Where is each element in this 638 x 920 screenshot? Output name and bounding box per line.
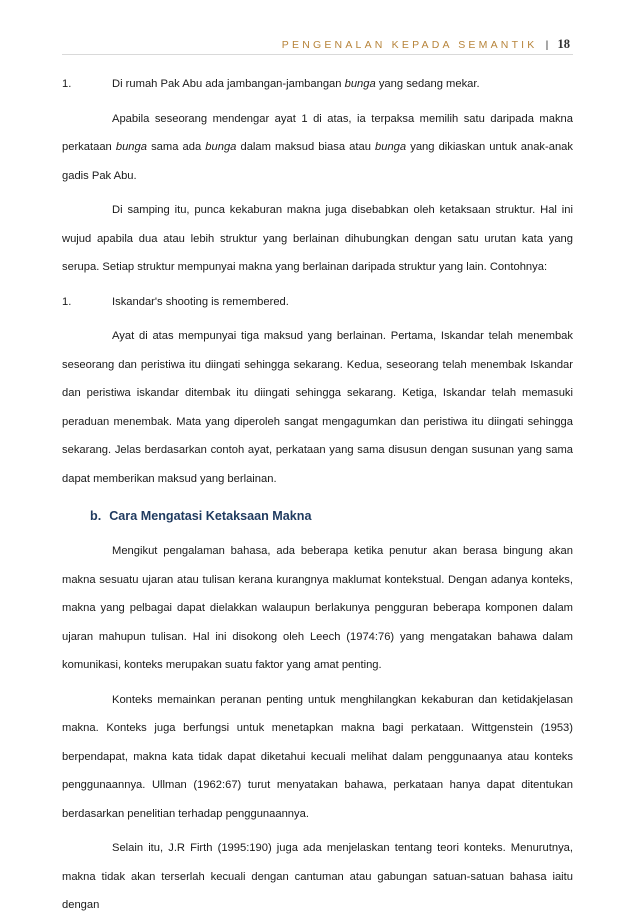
paragraph-2: Di samping itu, punca kekaburan makna juga disebabkan oleh ketaksaan struktur. Hal ini wujud apabila dua atau lebih struktur yang berlainan dihubungkan dengan satu urutan kata yang serupa. Setiap struktur mempunyai makna yang berlainan daripada struktur yang lain. Contohnya: [62,204,573,273]
emphasis-word: bunga [344,78,376,90]
header-rule [62,54,573,55]
example-sentence-1 [62,70,573,99]
example-text: Di rumah Pak Abu ada jambangan-jambangan bunga yang sedang mekar. [112,78,480,90]
section-title: Cara Mengatasi Ketaksaan Makna [109,509,312,523]
paragraph-1: Apabila seseorang mendengar ayat 1 di atas, ia terpaksa memilih satu daripada makna perkataan bunga sama ada bunga dalam maksud biasa atau bunga yang dikiaskan untuk anak-anak gadis Pak Abu. [62,112,573,182]
page-number: 18 [557,37,570,51]
example-text: Iskandar's shooting is remembered. [112,295,289,308]
emphasis-word: bunga [205,141,237,153]
emphasis-word: bunga [115,141,147,153]
section-heading [90,503,573,529]
header-separator: | [545,39,549,51]
paragraph-5: Konteks memainkan peranan penting untuk menghilangkan kekaburan dan ketidakjelasan makna. Konteks juga berfungsi untuk menetapkan makna bagi perkataan. Wittgenstein (1953) berpendapat, makna kata tidak dapat diketahui kecuali melihat dalam penggunaanya atau konteks penggunaannya. Ullman (1962:67) turut menyatakan bahawa, perkataan hanya dapat ditentukan berdasarkan penelitian terhadap penggunaannya. [62,693,573,820]
example-number: 1. [62,295,72,308]
section-letter: b. [90,509,102,523]
page-body [62,70,573,920]
paragraph-4: Mengikut pengalaman bahasa, ada beberapa ketika penutur akan berasa bingung akan makna sesuatu ujaran atau tulisan kerana kurangnya maklumat kontekstual. Dengan adanya konteks, makna yang pelbagai dapat dielakkan walaupun berlakunya pengguran beberapa komponen dalam ujaran mahupun tulisan. Hal ini disokong oleh Leech (1974:76) yang mengatakan bahawa dalam komunikasi, konteks merupakan suatu faktor yang amat penting. [62,545,573,671]
emphasis-word: bunga [375,141,407,153]
example-sentence-2 [62,288,573,317]
header-title: PENGENALAN KEPADA SEMANTIK [281,39,538,51]
running-header [270,37,570,52]
paragraph-6: Selain itu, J.R Firth (1995:190) juga ada menjelaskan tentang teori konteks. Menurutnya, makna tidak akan terserlah kecuali dengan cantuman atau gabungan satuan-satuan bahasa iaitu dengan [62,842,573,911]
example-number: 1. [62,78,72,90]
paragraph-3: Ayat di atas mempunyai tiga maksud yang berlainan. Pertama, Iskandar telah menembak seseorang dan peristiwa itu diingati sehingga sekarang. Kedua, seseorang telah menembak Iskandar dan peristiwa iskandar ditembak itu diingati sehingga sekarang. Ketiga, Iskandar telah memasuki peraduan menembak. Mata yang diperoleh sangat mengagumkan dan peristiwa itu diingati sehingga sekarang. Jelas berdasarkan contoh ayat, perkataan yang sama disusun dengan susunan yang sama dapat memberikan maksud yang berlainan. [62,330,573,485]
